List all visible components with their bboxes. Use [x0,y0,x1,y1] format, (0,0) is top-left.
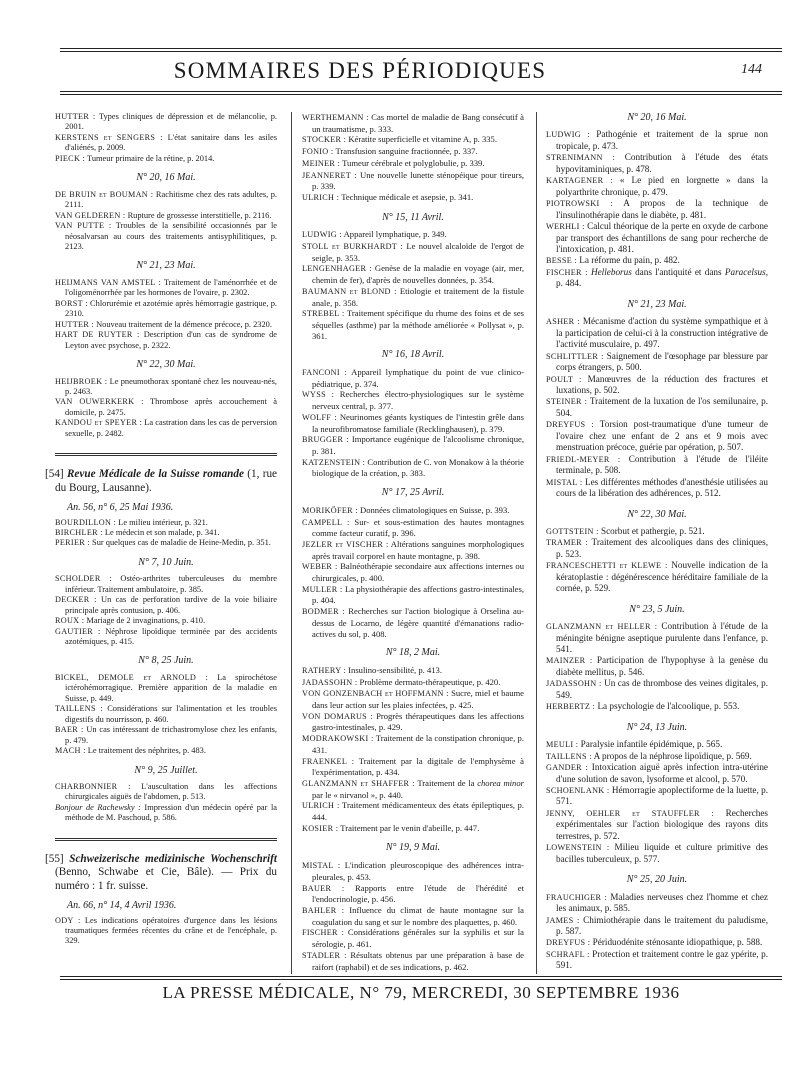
issue-heading: N° 20, 16 Mai. [627,112,687,123]
entry: FONIO : Transfusion sanguine fractionnée, p. 337. [302,146,478,157]
author: BAER : [55,725,84,735]
footer-rule [60,976,782,977]
entry: WERTHEMANN : Cas mortel de maladie de Bang consécutif à un traumatisme, p. 333. [302,112,525,134]
author: KERSTENS et SENGERS : [55,132,163,142]
issue-heading: N° 22, 30 Mai. [627,508,687,520]
author: LUDWIG : [546,130,590,140]
author: BRUGGER : [302,435,349,445]
column-divider-2 [536,112,537,974]
entry: LUDWIG : Appareil lymphatique, p. 349. [302,229,447,240]
author: VON GONZENBACH et HOFFMANN : [302,689,449,699]
entry: TAILLENS : Considérations sur l'alimentation et les troubles digestifs du nourrisson, p. 460. [55,704,278,724]
volume-heading: An. 56, n° 6, 25 Mai 1936. [67,502,174,514]
author: HEIJMANS VAN AMSTEL : [55,277,162,287]
author: BORST : [55,298,88,308]
entry: MISTAL : L'indication pleuroscopique des adhérences intra-pleurales, p. 453. [302,860,524,882]
author: DECKER : [55,595,97,605]
entry: HEIJMANS VAN AMSTEL : Traitement de l'aménorrhée et de l'oligoménorrhée par les hormones de l'ovaire, p. 2302. [55,277,277,298]
issue-heading: N° 16, 18 Avril. [381,349,445,361]
entry: FISCHER : Helleborus dans l'antiquité et dans Paracelsus, p. 484. [546,266,768,289]
author: LENGENHAGER : [302,264,372,274]
issue-heading: N° 21, 23 Mai. [136,260,196,272]
entry: KOSIER : Traitement par le venin d'abeille, p. 447. [302,822,480,833]
issue-heading: N° 17, 25 Avril. [381,487,445,499]
author: WOLFF : [302,412,337,422]
column-3 [546,112,768,972]
entry: DREYFUS : Périduodénite sténosante idiopathique, p. 588. [546,937,763,948]
entry: JAMES : Chimiothérapie dans le traitement du paludisme, p. 587. [546,914,768,936]
author: Bonjour de Rachewsky : [55,802,141,812]
author: GANDER : [546,763,589,773]
author: WEBER : [302,562,338,572]
entry: JADASSOHN : Un cas de thrombose des veines digitales, p. 549. [546,678,768,700]
entry: KERSTENS et SENGERS : L'état sanitaire dans les asiles d'aliénés, p. 2009. [55,132,277,153]
footer-rule-2 [60,979,782,980]
entry: KANDOU et SPEYER : La castration dans les cas de perversion sexuelle, p. 2482. [55,418,277,438]
entry: HEIJBROEK : Le pneumothorax spontané chez les nouveau-nés, p. 2463. [55,376,277,396]
author: DREYFUS : [546,938,591,948]
entry: SCHOENLANK : Hémorragie apoplectiforme de la luette, p. 571. [546,785,768,807]
author: FISCHER : [546,267,588,277]
entry: MEINER : Tumeur cérébrale et polyglobulie, p. 339. [302,157,485,168]
entry: JEANNERET : Une nouvelle lunette sténopéique pour tireurs, p. 339. [302,169,524,192]
entry: HUTTER : Nouveau traitement de la démence précoce, p. 2320. [55,319,272,329]
author: HUTTER : [55,319,95,329]
entry: STOCKER : Kératite superficielle et vitamine A, p. 335. [302,134,498,145]
author: STREBEL : [302,309,345,319]
author: ULRICH : [302,801,340,811]
author: WERHLI : [546,222,585,232]
author: BAUMANN et BLOND : [302,286,397,296]
entry: SCHLITTLER : Saignement de l'œsophage par blessure par corps étrangers, p. 500. [546,350,768,373]
author: SCHOLDER : [55,574,112,584]
issue-heading: N° 23, 5 Juin. [629,603,685,615]
author: FRIEDL-MEYER : [546,454,621,464]
author: PIECK : [55,153,86,163]
entry: SCHRAFL : Protection et traitement contre le gaz ypérite, p. 591. [546,948,768,971]
author: KANDOU et SPEYER : [55,418,143,428]
entry: GOTTSTEIN : Scorbut et pathergie, p. 521. [546,525,705,536]
entry: DREYFUS : Torsion post-traumatique d'une tumeur de l'ovaire chez une enfant de 2 ans et 9 mois avec menstruation précoce, guérie par opération, p. 507. [546,419,768,453]
author: VAN OUWERKERK : [55,397,144,407]
author: GLANZMANN et SHAFFER : [302,778,415,788]
entry: TAILLENS : A propos de la néphrose lipoïdique, p. 569. [546,750,752,761]
entry: FRANCESCHETTI et KLEWE : Nouvelle indication de la kératoplastie : dégénérescence héréditaire familiale de la cornée, p. 529. [546,560,768,594]
entry: MISTAL : Les différentes méthodes d'anesthésie utilisées au cours de la libération des adhérences, p. 512. [546,476,768,499]
entry: KARTAGENER : « Le pied en lorgnette » dans la polyarthrite chronique, p. 479. [546,175,768,197]
author: CHARBONNIER : [55,782,131,792]
author: FRAENKEL : [302,756,355,766]
entry: JEZLER et VISCHER : Altérations sanguines morphologiques après travail corporel en haute montagne, p. 398. [302,538,525,561]
author: STEINER : [546,397,588,407]
author: PERIER : [55,538,90,548]
entry: PERIER : Sur quelques cas de maladie de Heine-Medin, p. 351. [55,538,271,548]
entry: STADLER : Résultats obtenus par une préparation à base de raifort (raphabil) et de ses indications, p. 462. [302,949,524,972]
entry: DECKER : Un cas de perforation tardive de la voie biliaire principale après contusion, p. 406. [55,595,277,615]
author: MAINZER : [546,656,593,666]
author: MEULI : [546,740,579,750]
author: STOLL et BURKHARDT : [302,242,404,252]
author: VON DOMARUS : [302,711,373,721]
author: FISCHER : [302,928,345,938]
entry: BESSE : La réforme du pain, p. 482. [546,255,680,266]
issue-heading: N° 9, 25 Juillet. [134,764,198,776]
author: GAUTIER : [55,626,101,636]
entry: ROUX : Mariage de 2 invaginations, p. 410. [55,616,206,626]
author: CAMPELL : [302,517,350,527]
entry: HART DE RUYTER : Description d'un cas de syndrome de Leyton avec psychose, p. 2322. [55,330,277,350]
author: DREYFUS : [546,420,594,430]
issue-heading: N° 25, 20 Juin. [626,874,688,886]
entry: FANCONI : Appareil lymphatique du point de vue clinico-pédiatrique, p. 374. [302,367,524,389]
issue-heading: N° 21, 23 Mai. [627,298,687,310]
journal-separator [55,838,277,841]
author: BIRCHLER : [55,527,103,537]
issue-heading: N° 8, 25 Juin. [138,655,194,667]
entry: STREBEL : Traitement spécifique du rhume des foins et de ses séquelles (asthme) par la méthode améliorée « Pollysat », p. 361. [302,308,524,341]
entry: JADASSOHN : Problème dermato-thérapeutique, p. 420. [302,676,501,687]
author: WERTHEMANN : [302,113,369,122]
author: MISTAL : [302,861,341,871]
entry: WERHLI : Calcul théorique de la perte en oxyde de carbone par transport des échantillons de sang pour recherche de l'intoxication, p. 481. [546,221,768,254]
author: MISTAL : [546,477,583,487]
issue-heading: N° 22, 30 Mai. [136,359,196,371]
author: BOURDILLON : [55,517,117,527]
issue-heading: N° 7, 10 Juin. [138,556,194,568]
author: HERBERTZ : [546,702,596,712]
header-rule-2 [60,94,782,95]
author: STADLER : [302,950,347,960]
entry: MAINZER : Participation de l'hypophyse à la genèse du diabète mellitus, p. 546. [546,655,768,677]
entry: BORST : Chlorurémie et azotémie après hémorragie gastrique, p. 2310. [55,298,277,319]
author: TAILLENS : [55,704,103,714]
author: SCHLITTLER : [546,351,604,361]
entry: BAUMANN et BLOND : Etiologie et traitement de la fistule anale, p. 358. [302,285,524,308]
author: HUTTER : [55,112,96,121]
page-title: SOMMAIRES DES PÉRIODIQUES [173,58,547,83]
entry: WOLFF : Neurinomes géants kystiques de l'intestin grêle dans la neurofibromatose familiale (Recklinghausen), p. 379. [302,411,524,434]
entry: GLANZMANN et HELLER : Contribution à l'étude de la méningite bénigne aseptique purulente dans l'enfance, p. 541. [546,621,768,655]
author: BODMER : [302,607,345,617]
entry: JENNY, OEHLER et STAUFFLER : Recherches expérimentales sur l'action biologique des rayons dits terrestres, p. 572. [546,807,768,841]
top-rule-2 [60,51,782,52]
author: SCHRAFL : [546,949,590,959]
author: WYSS : [302,390,335,400]
entry: WEBER : Balnéothérapie secondaire aux affections internes ou chirurgicales, p. 400. [302,561,525,584]
header-rule [60,91,782,92]
author: HART DE RUYTER : [55,330,140,340]
entry: LENGENHAGER : Genèse de la maladie en voyage (air, mer, chemin de fer), d'après de nouvelles données, p. 354. [302,263,525,286]
author: BICKEL, DEMOLE et ARNOLD : [55,672,209,682]
entry: KATZENSTEIN : Contribution de C. von Monakow à la théorie biologique de la création, p. 383. [302,456,524,479]
author: SCHOENLANK : [546,786,610,796]
entry: MULLER : La physiothérapie des affections gastro-intestinales, p. 404. [302,583,524,606]
entry: Bonjour de Rachewsky : Impression d'un médecin opéré par la méthode de M. Paschoud, p. 586. [55,802,277,823]
author: MORIKÖFER : [302,505,358,515]
issue-heading: N° 20, 16 Mai. [136,172,196,184]
author: VAN PUTTE : [55,221,112,231]
author: POULT : [546,374,582,384]
entry: HERBERTZ : La psychologie de l'alcoolique, p. 553. [546,701,740,712]
issue-heading: N° 18, 2 Mai. [385,647,441,659]
author: ASHER : [546,317,580,327]
author: JADASSOHN : [546,679,602,689]
entry: PIECK : Tumeur primaire de la rétine, p. 2014. [55,153,215,163]
entry: ODY : Les indications opératoires d'urgence dans les lésions traumatiques fermées récentes du crâne et de l'encéphale, p. 329. [55,915,277,946]
issue-heading: N° 15, 11 Avril. [382,211,444,223]
entry: SCHOLDER : Ostéo-arthrites tuberculeuses du membre inférieur. Traitement ambulatoire, p. 385. [55,574,277,594]
author: HEIJBROEK : [55,376,108,386]
author: RATHERY : [302,665,347,675]
author: BESSE : [546,256,577,266]
entry: FRAENKEL : Traitement par la digitale de l'emphysème à l'expérimentation, p. 434. [302,755,525,778]
entry: STOLL et BURKHARDT : Le nouvel alcaloïde de l'ergot de seigle, p. 353. [302,241,524,263]
author: MACH : [55,746,86,756]
entry: STEINER : Traitement de la luxation de l'os semilunaire, p. 504. [546,396,768,418]
entry: BAUER : Rapports entre l'étude de l'hérédité et l'endocrinologie, p. 456. [302,882,524,905]
entry: DE BRUIN et BOUMAN : Rachitisme chez des rats adultes, p. 2111. [55,189,278,210]
author: LOWENSTEIN : [546,843,610,853]
entry: WYSS : Recherches électro-physiologiques sur le système nerveux central, p. 377. [302,389,524,412]
entry: BAER : Un cas intéressant de trichastromylose chez les enfants, p. 479. [55,725,278,745]
top-rule [60,48,782,49]
journal-separator [55,453,277,456]
journal-heading-54: [54] Revue Médicale de la Suisse romande (1, rue du Bourg, Lausanne). [45,468,278,494]
entry: MEULI : Paralysie infantile épidémique, p. 565. [546,739,723,750]
author: ODY : [55,915,81,925]
author: JENNY, OEHLER et STAUFFLER : [546,808,715,818]
author: DE BRUIN et BOUMAN : [55,189,154,199]
entry: BAHLER : Influence du climat de haute montagne sur la coagulation du sang et sur le nombre des plaquettes, p. 460. [302,905,524,927]
entry: TRAMER : Traitement des alcooliques dans des cliniques, p. 523. [546,537,768,559]
entry: GANDER : Intoxication aiguë après infection intra-utérine d'une solution de savon, lysoforme et alcool, p. 570. [546,762,769,784]
entry: PIOTROWSKI : A propos de la technique de l'insulinothérapie dans le diabète, p. 481. [546,198,768,220]
entry: POULT : Manœuvres de la réduction des fractures et luxations, p. 502. [546,373,768,395]
entry: BODMER : Recherches sur l'action biologique à Orselina au-dessus de Locarno, de légère quantité d'émanations radio-actives du sol, p. 408. [302,606,524,639]
author: TAILLENS : [546,751,592,761]
journal-heading-55: [55] Schweizerische medizinische Wochenschrift (Benno, Schwabe et Cie, Bâle). — Prix du numéro : 1 fr. suisse. [45,852,277,892]
entry: ULRICH : Traitement médicamenteux des états épileptiques, p. 444. [302,800,525,823]
entry: BRUGGER : Importance eugénique de l'alcoolisme chronique, p. 381. [302,434,524,456]
author: LUDWIG : [302,230,342,240]
author: BAUER : [302,883,345,893]
entry: STRENIMANN : Contribution à l'étude des états hypovitaminiques, p. 478. [546,152,768,174]
entry: GAUTIER : Néphrose lipoïdique terminée par des accidents azotémiques, p. 415. [55,626,277,647]
entry: FRAUCHIGER : Maladies nerveuses chez l'homme et chez les animaux, p. 585. [546,891,768,914]
entry: VAN GELDEREN : Rupture de grossesse interstitielle, p. 2116. [55,210,272,220]
entry: MACH : Le traitement des néphrites, p. 483. [55,746,206,756]
author: JEZLER et VISCHER : [302,539,389,549]
issue-heading: N° 24, 13 Juin. [626,721,688,733]
author: FRAUCHIGER : [546,892,608,902]
page-number: 144 [741,62,762,77]
author: GLANZMANN et HELLER : [546,622,658,632]
column-2 [302,112,524,972]
entry: FRIEDL-MEYER : Contribution à l'étude de l'iléite terminale, p. 508. [546,453,769,476]
entry: HUTTER : Types cliniques de dépression et de mélancolie, p. 2001. [55,112,277,132]
author: JAMES : [546,915,580,925]
entry: VAN PUTTE : Troubles de la sensibilité occasionnés par le néosalvarsan au cours des traitements antisyphilitiques, p. 2123. [55,221,278,251]
author: STRENIMANN : [546,153,616,163]
author: ROUX : [55,616,85,626]
author: GOTTSTEIN : [546,526,599,536]
author: MULLER : [302,584,343,594]
entry: MODRAKOWSKI : Traitement de la constipation chronique, p. 431. [302,733,524,755]
entry: RATHERY : Insulino-sensibilité, p. 413. [302,664,442,675]
entry: MORIKÖFER : Données climatologiques en Suisse, p. 393. [302,504,510,515]
author: FRANCESCHETTI et KLEWE : [546,561,668,571]
column-divider-1 [291,112,292,974]
author: STOCKER : [302,135,347,145]
entry: BOURDILLON : Le milieu intérieur, p. 321. [55,517,208,527]
entry: ASHER : Mécanisme d'action du système sympathique et à la participation de celui-ci à la construction intégrative de l'activité musculaire, p. 497. [546,316,769,350]
entry: BIRCHLER : Le médecin et son malade, p. 341. [55,527,220,537]
entry: LUDWIG : Pathogénie et traitement de la sprue non tropicale, p. 473. [546,129,769,151]
author: BAHLER : [302,906,345,915]
entry: VAN OUWERKERK : Thrombose après accouchement à domicile, p. 2475. [55,397,277,417]
entry: VON GONZENBACH et HOFFMANN : Sucre, miel et baume dans leur action sur les plaies infectées, p. 425. [302,688,524,711]
volume-heading: An. 66, n° 14, 4 Avril 1936. [67,900,177,912]
entry: VON DOMARUS : Progrès thérapeutiques dans les affections gastro-intestinales, p. 429. [302,710,525,733]
entry: BICKEL, DEMOLE et ARNOLD : La spirochétose ictérohémorragique. Première apparition de la maladie en Suisse, p. 449. [55,672,277,703]
entry: ULRICH : Technique médicale et asepsie, p. 341. [302,191,474,202]
author: TRAMER : [546,538,589,548]
issue-heading: N° 19, 9 Mai. [385,842,441,854]
entry: CHARBONNIER : L'auscultation dans les affections chirurgicales aiguës de l'abdomen, p. 513. [55,782,277,802]
column-1 [45,112,278,947]
author: FANCONI : [302,368,348,378]
author: MODRAKOWSKI : [302,734,374,744]
author: KATZENSTEIN : [302,457,366,467]
page-footer: LA PRESSE MÉDICALE, N° 79, MERCREDI, 30 SEPTEMBRE 1936 [162,983,680,1002]
author: JEANNERET : [302,170,357,180]
entry: GLANZMANN et SHAFFER : Traitement de la chorea minor par le « nirvanol », p. 440. [302,777,524,800]
author: VAN GELDEREN : [55,210,126,220]
entry: LOWENSTEIN : Milieu liquide et culture primitive des bacilles tuberculeux, p. 577. [546,842,768,864]
author: KARTAGENER : [546,176,613,186]
author: PIOTROWSKI : [546,199,613,209]
author: ULRICH : [302,192,340,202]
author: JADASSOHN : [302,677,358,687]
entry: FISCHER : Considérations générales sur la syphilis et sur la sérologie, p. 461. [302,927,525,950]
author: FONIO : [302,147,334,157]
author: MEINER : [302,158,341,168]
entry: CAMPELL : Sur- et sous-estimation des hautes montagnes comme facteur curatif, p. 396. [302,516,524,539]
author: KOSIER : [302,823,339,833]
